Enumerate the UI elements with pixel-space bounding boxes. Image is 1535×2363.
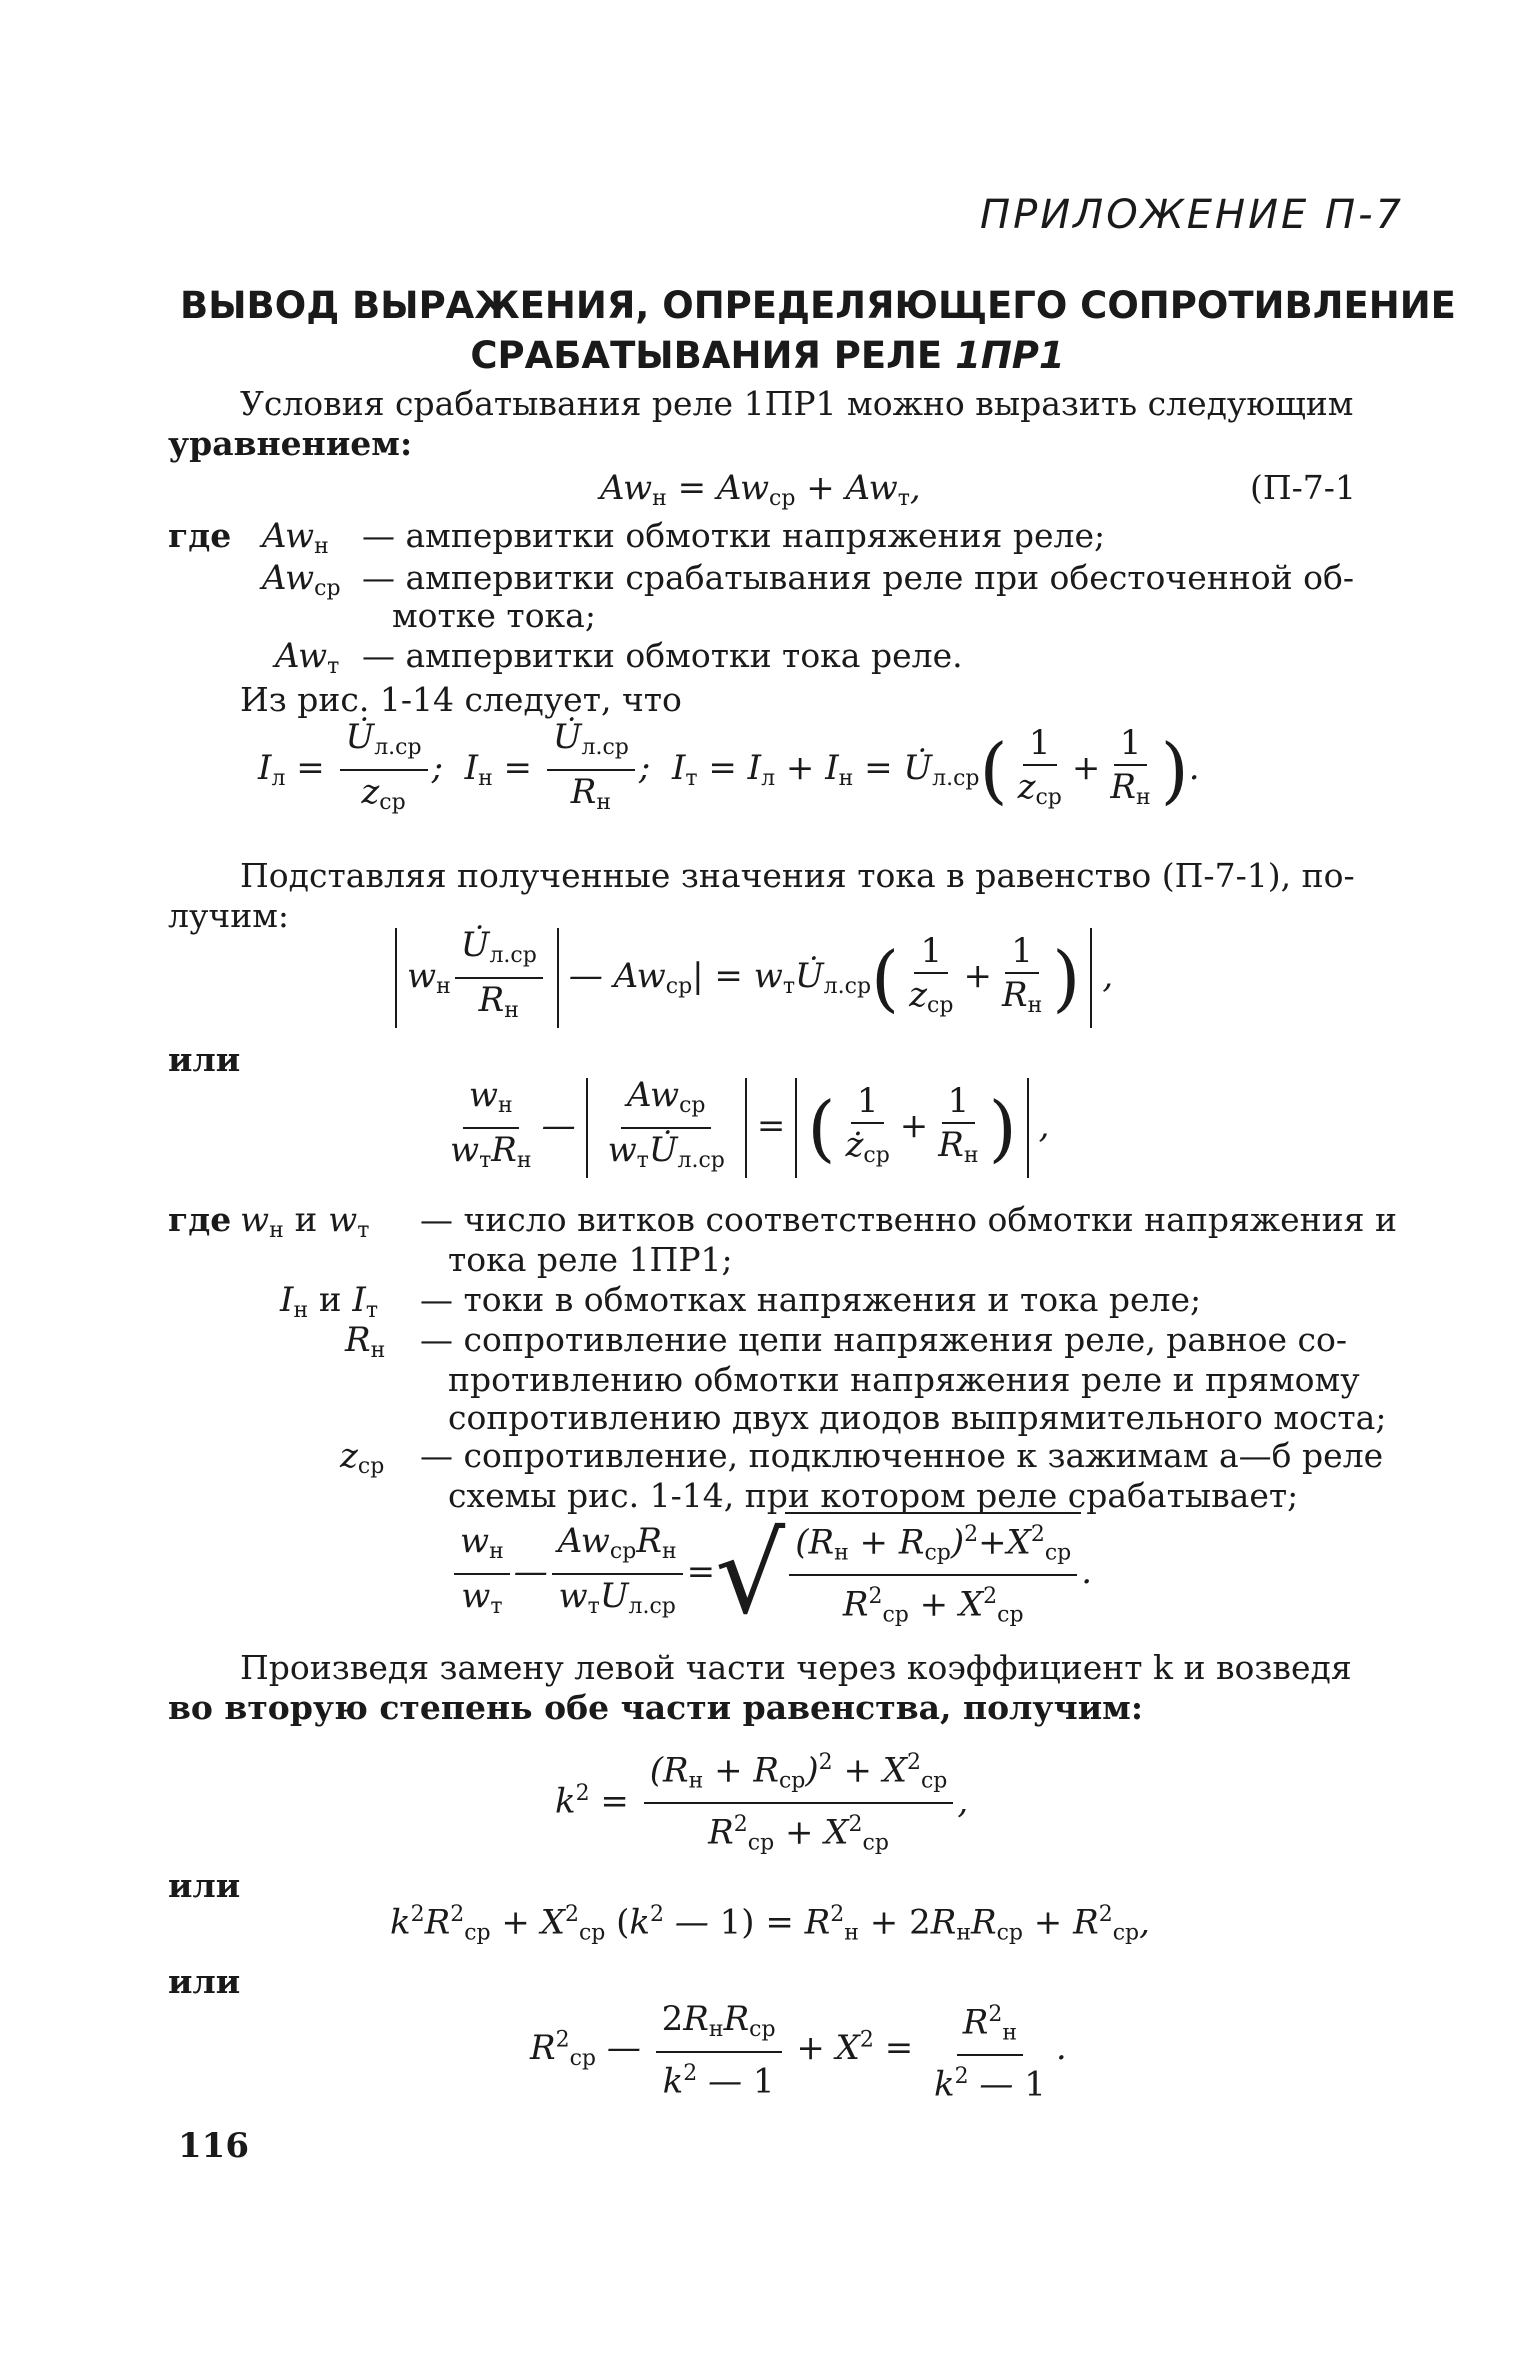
equation-p7-1: $Aw_н = Aw_{ср} + Aw_т$, bbox=[600, 468, 921, 511]
def-Awsr: — ампервитки срабатывания реле при обесточенной об- bbox=[362, 558, 1354, 597]
equation-k-squared: $k^2$ = $\frac{(R_н + R_{ср})^2 + X^2_{ср}}{R^2_{ср} + X^2_{ср}}$ , bbox=[555, 1742, 968, 1865]
def-Awn: — ампервитки обмотки напряжения реле; bbox=[362, 516, 1106, 555]
intro-line-2: уравнением: bbox=[168, 424, 413, 463]
symbol-wn-wt: $w_н$ и $w_т$ bbox=[240, 1200, 370, 1243]
from-figure: Из рис. 1-14 следует, что bbox=[240, 680, 682, 719]
def-zsr-cont: схемы рис. 1-14, при котором реле срабатывает; bbox=[448, 1476, 1299, 1515]
symbol-Awn: $Aw_н$ bbox=[262, 516, 329, 559]
symbol-Awsr: $Aw_{ср}$ bbox=[262, 558, 341, 601]
page-number: 116 bbox=[178, 2126, 249, 2166]
subst-line-1: Подставляя полученные значения тока в равенство (П-7-1), по- bbox=[240, 856, 1355, 895]
def-Rn-cont1: противлению обмотки напряжения реле и прямому bbox=[448, 1360, 1360, 1399]
equation-sqrt: $\frac{w_н}{w_т}$ — $\frac{Aw_{ср}R_н}{w_тU_{л.ср}}$ =√ $\frac{(R_н + R_{ср})^2+X^2_{ср}}{R^2_{ср} + X^2_{ср}}$ . bbox=[450, 1510, 1092, 1638]
symbol-Rn: $R_н$ bbox=[345, 1320, 386, 1363]
title-line-2: СРАБАТЫВАНИЯ РЕЛЕ 1ПР1 bbox=[470, 334, 1065, 377]
def-Rn-cont2: сопротивлению двух диодов выпрямительного моста; bbox=[448, 1398, 1387, 1437]
def-Awt: — ампервитки обмотки тока реле. bbox=[362, 636, 963, 675]
replace-line-2: во вторую степень обе части равенства, получим: bbox=[168, 1688, 1144, 1727]
intro-line-1: Условия срабатывания реле 1ПР1 можно выразить следующим bbox=[240, 384, 1354, 423]
equation-final: $R^2_{ср}$ — $\frac{2R_нR_{ср}}{k^2 — 1}$ + $X^2$ = $\frac{R^2_н}{k^2 — 1}$ . bbox=[530, 1994, 1067, 2106]
or-label-2: или bbox=[168, 1866, 241, 1905]
appendix-label: ПРИЛОЖЕНИЕ П-7 bbox=[980, 192, 1404, 238]
def-wn-wt: — число витков соответственно обмотки напряжения и bbox=[420, 1200, 1397, 1239]
symbol-Awt: $Aw_т$ bbox=[275, 636, 340, 679]
symbol-zsr: $z_{ср}$ bbox=[340, 1436, 385, 1479]
replace-line-1: Произведя замену левой части через коэффициент k и возведя bbox=[240, 1648, 1352, 1687]
symbol-In-It: $I_н$ и $I_т$ bbox=[280, 1280, 379, 1323]
or-label-3: или bbox=[168, 1962, 241, 2001]
def-Awsr-cont: мотке тока; bbox=[392, 596, 596, 635]
current-equations: $I_л$ = $\frac{U̇_{л.ср}}{z_{ср}}$ ; $I_н$ = $\frac{U̇_{л.ср}}{R_н}$ ; $I_т = I_л + I_н$ = $U̇_{л.ср}$( $\frac{1}{z_{ср}}$ + $\frac{1}{R_н}$ ). bbox=[258, 717, 1200, 815]
def-wn-wt-cont: тока реле 1ПР1; bbox=[448, 1240, 733, 1279]
equation-substituted: $w_н$ $\frac{U̇_{л.ср}}{R_н}$ — $Aw_{ср}|$ = $w_тU̇_{л.ср}$( $\frac{1}{z_{ср}}$ + $\frac{1}{R_н}$ ) , bbox=[385, 924, 1113, 1032]
title-line-1: ВЫВОД ВЫРАЖЕНИЯ, ОПРЕДЕЛЯЮЩЕГО СОПРОТИВЛЕНИЕ bbox=[180, 284, 1456, 327]
or-label-1: или bbox=[168, 1040, 241, 1079]
subst-line-2: лучим: bbox=[168, 896, 289, 935]
where-label: где bbox=[168, 516, 232, 555]
equation-normalized: $\frac{w_н}{w_тR_н}$ — $\frac{Aw_{ср}}{w_тU̇_{л.ср}}$ = ( $\frac{1}{ż_{ср}}$ + $\frac{1}{R_н}$ ) , bbox=[440, 1074, 1049, 1182]
def-Rn: — сопротивление цепи напряжения реле, равное со- bbox=[420, 1320, 1348, 1359]
def-In-It: — токи в обмотках напряжения и тока реле; bbox=[420, 1280, 1202, 1319]
equation-expanded: $k^2R^2_{ср} + X^2_{ср}$ ($k^2$ — $1) = R^2_н + 2R_нR_{ср} + R^2_{ср}$, bbox=[390, 1902, 1150, 1946]
def-zsr: — сопротивление, подключенное к зажимам а—б реле bbox=[420, 1436, 1384, 1475]
where-label-2: где bbox=[168, 1200, 232, 1239]
equation-number: (П-7-1 bbox=[1250, 468, 1356, 507]
